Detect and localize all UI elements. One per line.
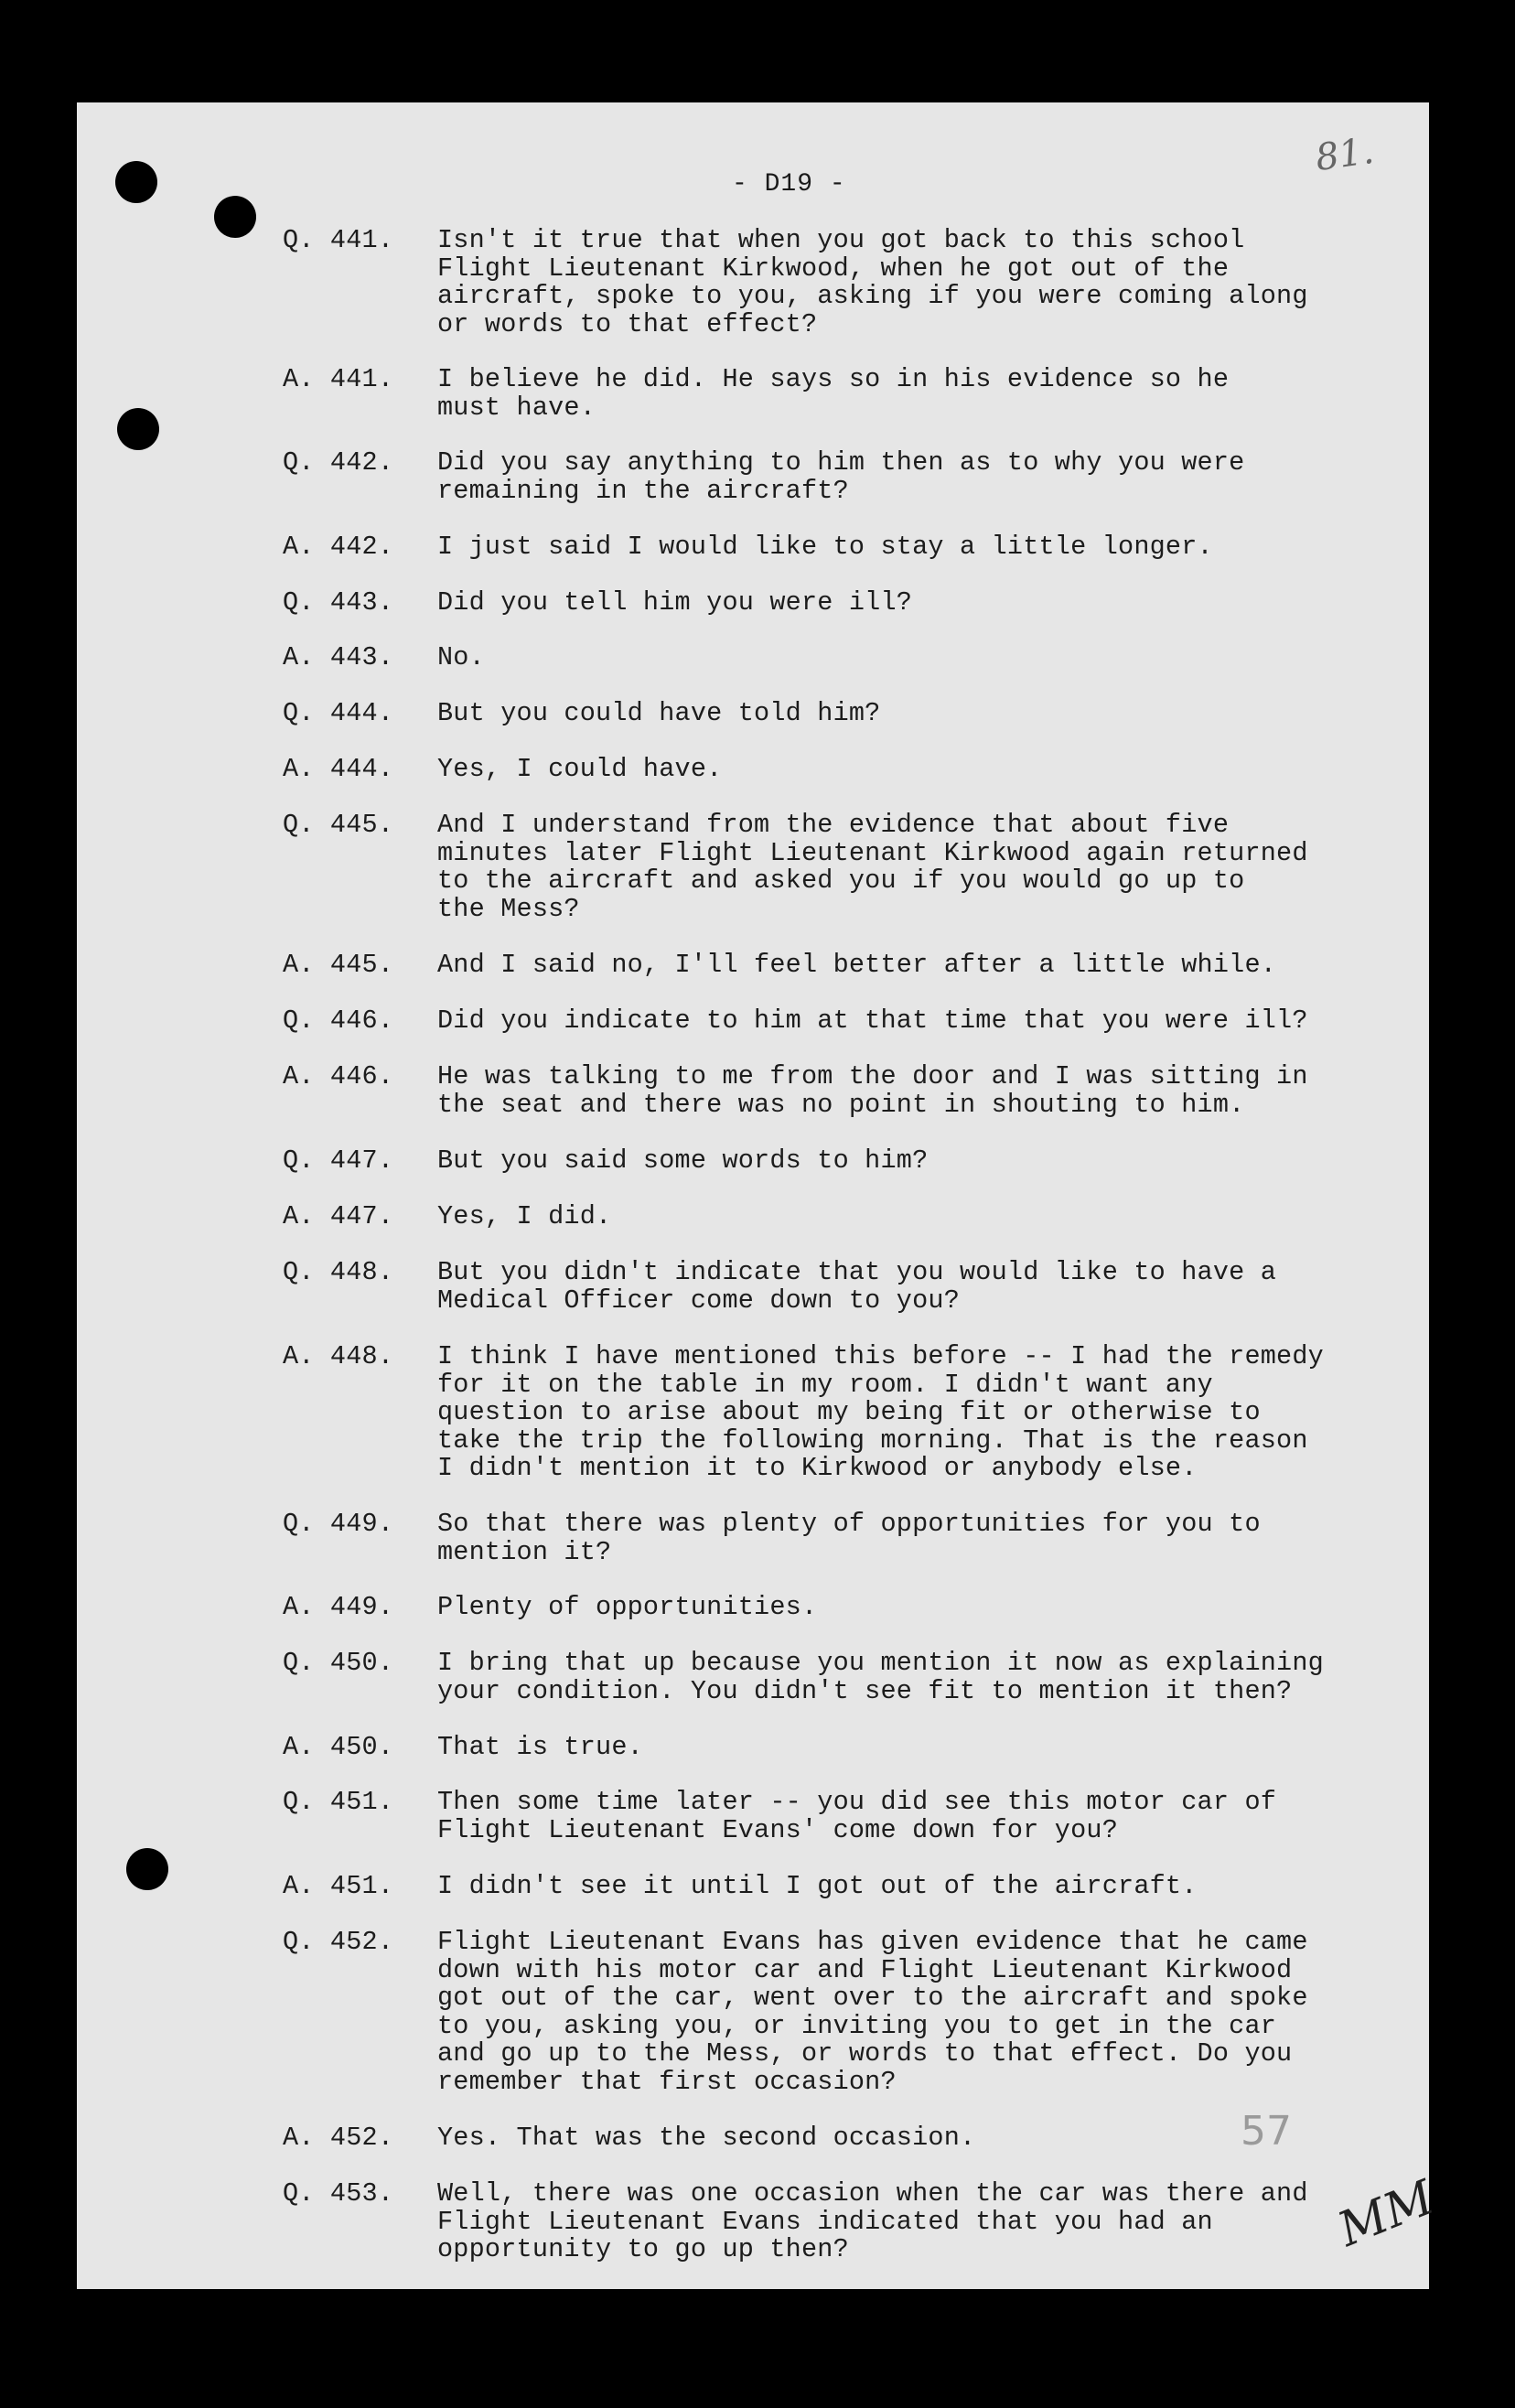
entry-text: Well, there was one occasion when the car was there and Flight Lieutenant Evans indicated that you had an opportunity to go up then? — [437, 2178, 1308, 2264]
entry-text: No. — [437, 642, 485, 672]
punch-hole — [115, 161, 157, 203]
entry-text: He was talking to me from the door and I was sitting in the seat and there was no point in shouting to him. — [437, 1061, 1308, 1120]
entry-label: A. 442. — [283, 532, 394, 562]
punch-hole — [126, 1848, 168, 1890]
entry-text: Yes. That was the second occasion. — [437, 2123, 976, 2153]
entry-label: A. 451. — [283, 1871, 394, 1901]
entry-label: Q. 448. — [283, 1257, 394, 1287]
folio-number: 81. — [1313, 129, 1377, 180]
entry-text: Plenty of opportunities. — [437, 1592, 818, 1622]
punch-hole — [214, 196, 256, 238]
entry-label: Q. 445. — [283, 810, 394, 840]
entry-label: Q. 443. — [283, 587, 394, 618]
stamp-number: 57 — [1241, 2108, 1292, 2155]
entry-text: That is true. — [437, 1732, 643, 1762]
entry-label: Q. 451. — [283, 1787, 394, 1817]
entry-label: A. 441. — [283, 364, 394, 394]
entry-text: Yes, I did. — [437, 1201, 612, 1231]
entry-label: A. 443. — [283, 642, 394, 672]
entry-label: A. 444. — [283, 754, 394, 784]
entry-label: A. 445. — [283, 950, 394, 980]
entry-text: And I understand from the evidence that about five minutes later Flight Lieutenant Kirkwood again returned to the aircraft and asked you if you would go up to the Mess? — [437, 810, 1308, 924]
entry-label: Q. 444. — [283, 698, 394, 728]
entry-text: So that there was plenty of opportunities for you to mention it? — [437, 1509, 1261, 1567]
entry-text: I believe he did. He says so in his evidence so he must have. — [437, 364, 1230, 423]
entry-text: I just said I would like to stay a little longer. — [437, 532, 1213, 562]
entry-label: A. 452. — [283, 2123, 394, 2153]
entry-label: Q. 447. — [283, 1145, 394, 1176]
entry-text: Flight Lieutenant Evans has given evidence that he came down with his motor car and Flight Lieutenant Kirkwood got out of the car, went over to the aircraft and spoke to you, asking you, or inviting you to get in the car and go up to the Mess, or words to that effect. Do you remember that first occasion? — [437, 1927, 1308, 2097]
entry-text: Yes, I could have. — [437, 754, 723, 784]
entry-label: Q. 442. — [283, 447, 394, 478]
entry-label: Q. 441. — [283, 225, 394, 255]
entry-text: Then some time later -- you did see this motor car of Flight Lieutenant Evans' come down for you? — [437, 1787, 1277, 1845]
entry-label: Q. 449. — [283, 1509, 394, 1539]
entry-text: I think I have mentioned this before -- I had the remedy for it on the table in my room. I didn't want any question to arise about my being fit or otherwise to take the trip the following morning. That is the reason I didn't mention it to Kirkwood or anybody else. — [437, 1341, 1324, 1483]
entry-text: Did you indicate to him at that time that you were ill? — [437, 1005, 1308, 1036]
punch-hole — [117, 408, 159, 450]
entry-text: And I said no, I'll feel better after a little while. — [437, 950, 1277, 980]
entry-text: I didn't see it until I got out of the aircraft. — [437, 1871, 1198, 1901]
entry-text: Did you say anything to him then as to why you were remaining in the aircraft? — [437, 447, 1245, 506]
handwritten-initials: MM — [1330, 2170, 1442, 2258]
entry-text: I bring that up because you mention it now as explaining your condition. You didn't see fit to mention it then? — [437, 1648, 1324, 1706]
entry-label: A. 447. — [283, 1201, 394, 1231]
entry-label: A. 448. — [283, 1341, 394, 1371]
entry-label: A. 449. — [283, 1592, 394, 1622]
entry-text: Did you tell him you were ill? — [437, 587, 913, 618]
entry-label: Q. 446. — [283, 1005, 394, 1036]
entry-label: Q. 453. — [283, 2178, 394, 2209]
entry-label: Q. 450. — [283, 1648, 394, 1678]
entry-label: A. 450. — [283, 1732, 394, 1762]
entry-text: But you didn't indicate that you would like to have a Medical Officer come down to you? — [437, 1257, 1277, 1316]
page-number: - D19 - — [732, 170, 846, 199]
entry-text: But you could have told him? — [437, 698, 881, 728]
entry-label: A. 446. — [283, 1061, 394, 1091]
entry-text: Isn't it true that when you got back to this school Flight Lieutenant Kirkwood, when he got out of the aircraft, spoke to you, asking if you were coming along or words to that effect? — [437, 225, 1308, 339]
entry-text: But you said some words to him? — [437, 1145, 929, 1176]
entry-label: Q. 452. — [283, 1927, 394, 1957]
